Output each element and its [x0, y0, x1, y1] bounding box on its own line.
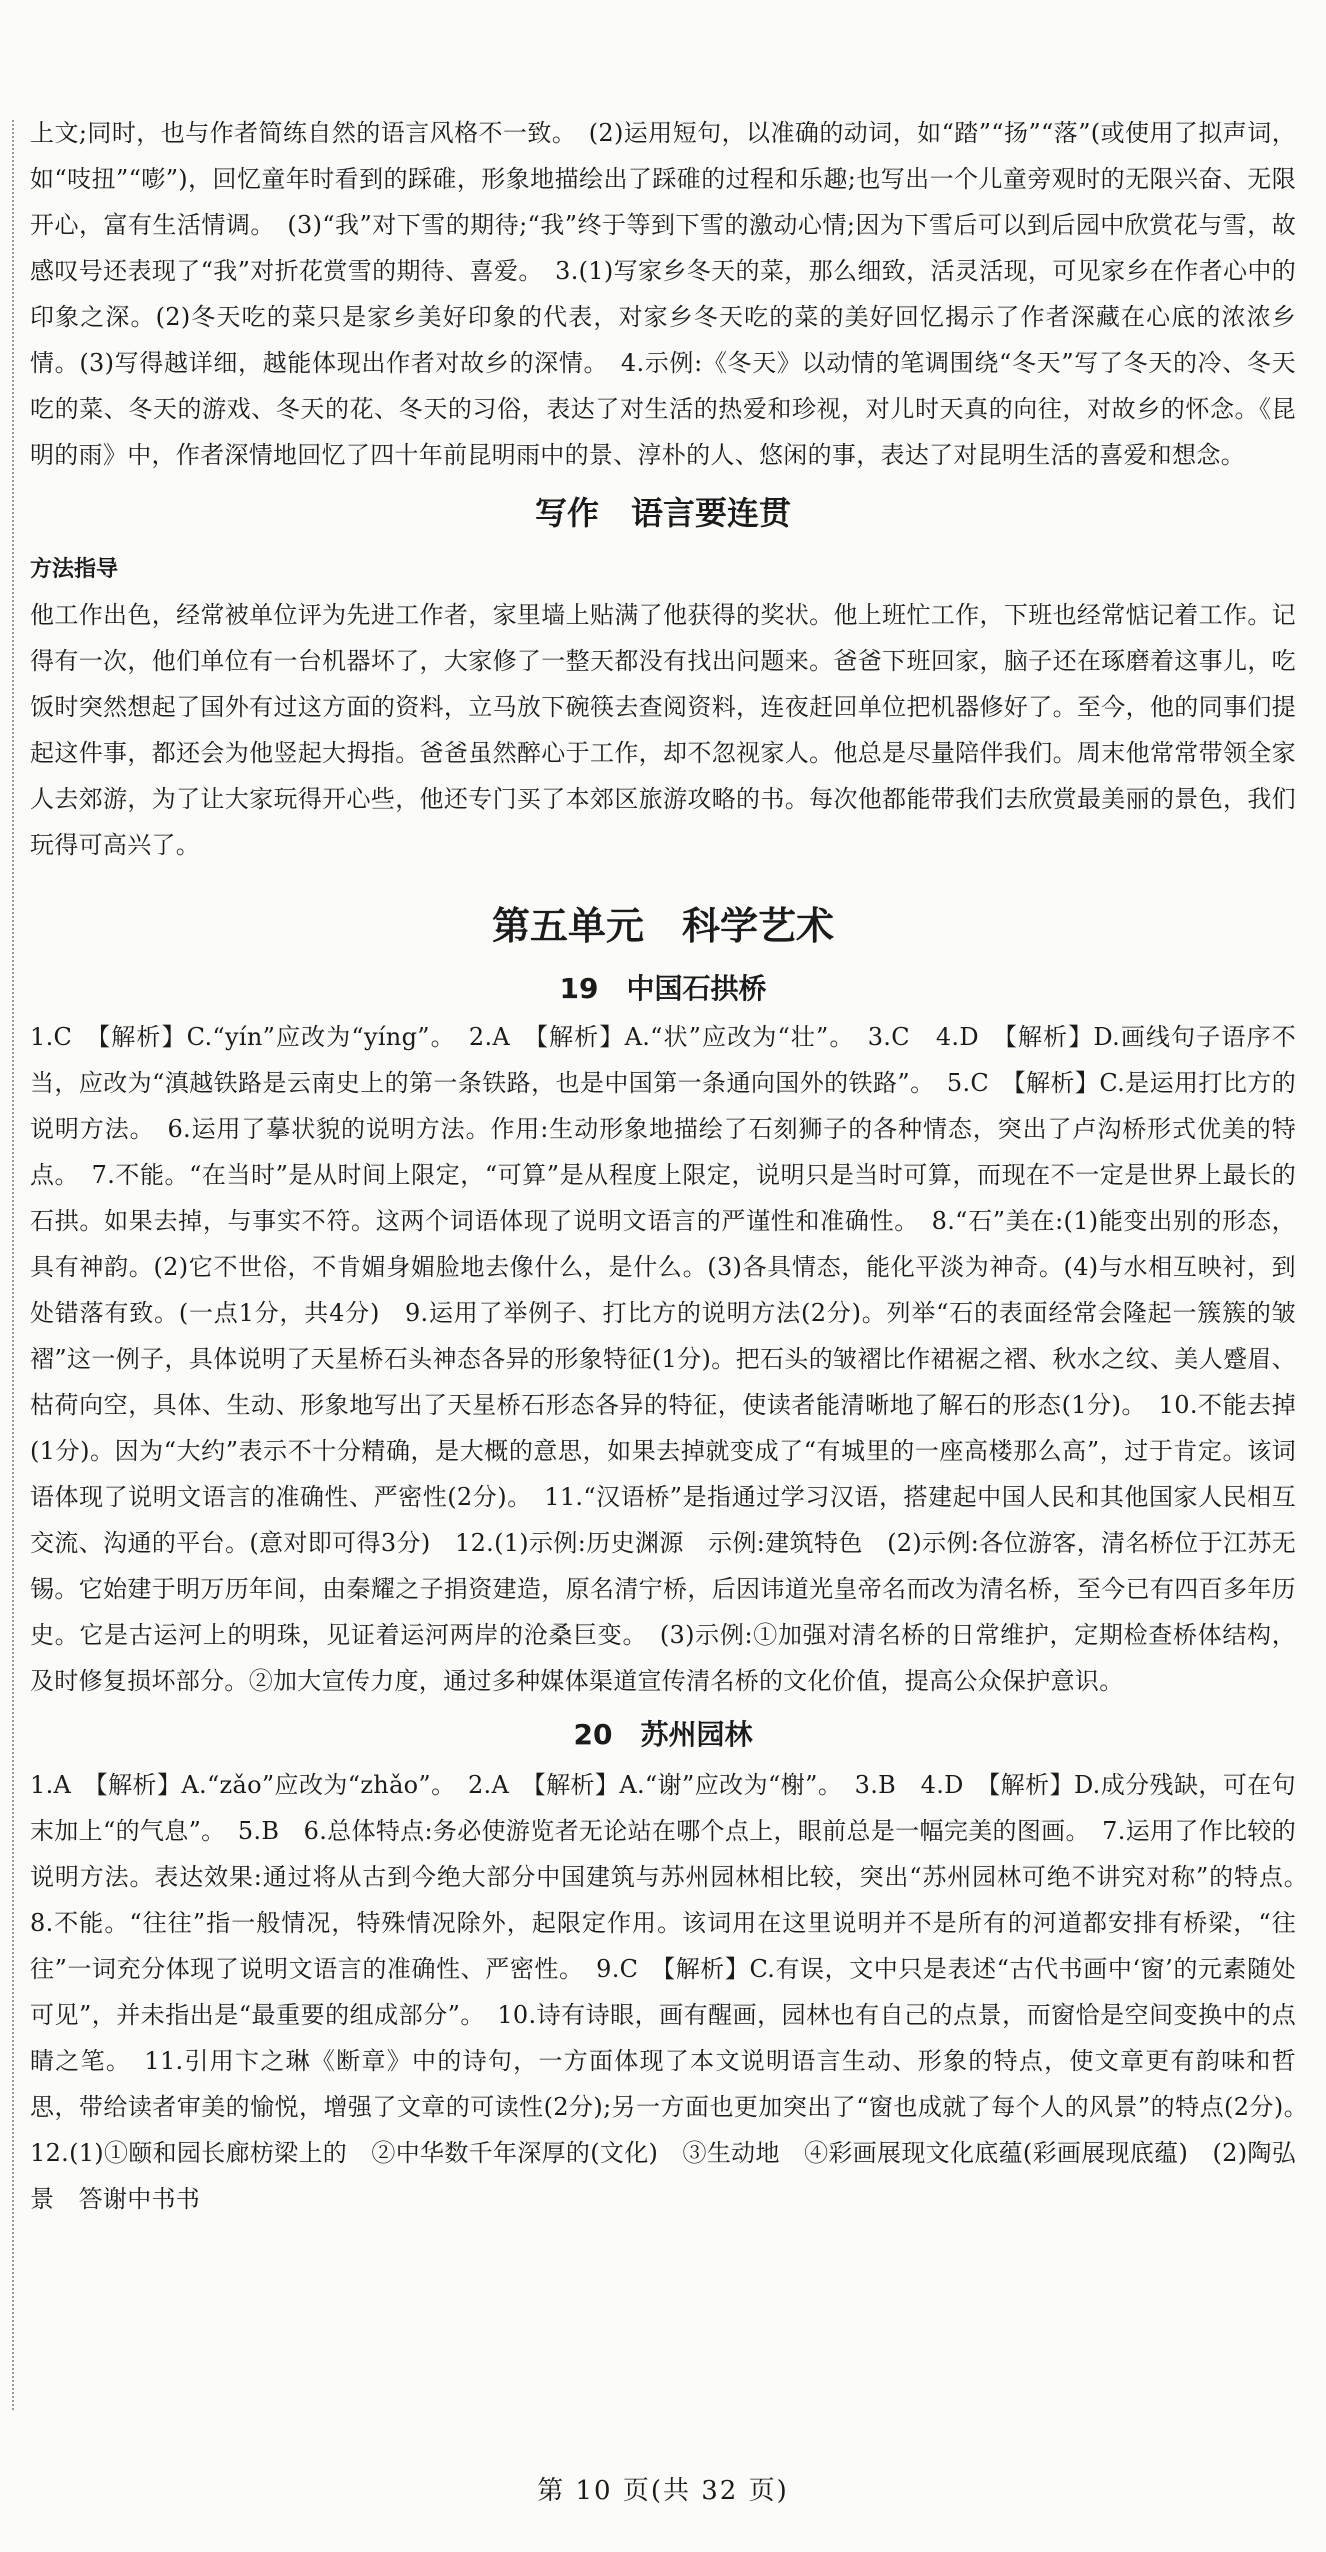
- lesson-20-title: 20 苏州园林: [573, 1718, 753, 1751]
- intro-answer-text: 上文;同时，也与作者简练自然的语言风格不一致。 (2)运用短句，以准确的动词，如“踏”“扬”“落”(或使用了拟声词，如“吱扭”“嘭”)，回忆童年时看到的踩碓，形象地描绘出了踩碓的过程和乐趣;也写出一个儿童旁观时的无限兴奋、无限开心，富有生活情调。 (3)“我”对下雪的期待;“我”终于等到下雪的激动心情;因为下雪后可以到后园中欣赏花与雪，故感叹号还表现了“我”对折花赏雪的期待、喜爱。 3.(1)写家乡冬天的菜，那么细致，活灵活现，可见家乡在作者心中的印象之深。(2)冬天吃的菜只是家乡美好印象的代表，对家乡冬天吃的菜的美好回忆揭示了作者深藏在心底的浓浓乡情。(3)写得越详细，越能体现出作者对故乡的深情。 4.示例:《冬天》以动情的笔调围绕“冬天”写了冬天的冷、冬天吃的菜、冬天的游戏、冬天的花、冬天的习俗，表达了对生活的热爱和珍视，对儿时天真的向往，对故乡的怀念。《昆明的雨》中，作者深情地回忆了四十年前昆明雨中的景、淳朴的人、悠闲的事，表达了对昆明生活的喜爱和想念。: [30, 119, 1296, 469]
- method-guide-label: 方法指导: [30, 557, 119, 582]
- binding-margin-line: [12, 120, 14, 2410]
- lesson-19-answers: 1.C 【解析】C.“yín”应改为“yíng”。 2.A 【解析】A.“状”应改为“壮”。 3.C 4.D 【解析】D.画线句子语序不当，应改为“滇越铁路是云南史上的第一条铁路，也是中国第一条通向国外的铁路”。 5.C 【解析】C.是运用打比方的说明方法。 6.运用了摹状貌的说明方法。作用:生动形象地描绘了石刻狮子的各种情态，突出了卢沟桥形式优美的特点。 7.不能。“在当时”是从时间上限定，“可算”是从程度上限定，说明只是当时可算，而现在不一定是世界上最长的石拱。如果去掉，与事实不符。这两个词语体现了说明文语言的严谨性和准确性。 8.“石”美在:(1)能变出别的形态，具有神韵。(2)它不世俗，不肯媚身媚脸地去像什么，是什么。(3)各具情态，能化平淡为神奇。(4)与水相互映衬，到处错落有致。(一点1分，共4分) 9.运用了举例子、打比方的说明方法(2分)。列举“石的表面经常会隆起一簇簇的皱褶”这一例子，具体说明了天星桥石头神态各异的形象特征(1分)。把石头的皱褶比作裙裾之褶、秋水之纹、美人蹙眉、枯荷向空，具体、生动、形象地写出了天星桥石形态各异的特征，使读者能清晰地了解石的形态(1分)。 10.不能去掉(1分)。因为“大约”表示不十分精确，是大概的意思，如果去掉就变成了“有城里的一座高楼那么高”，过于肯定。该词语体现了说明文语言的准确性、严密性(2分)。 11.“汉语桥”是指通过学习汉语，搭建起中国人民和其他国家人民相互交流、沟通的平台。(意对即可得3分) 12.(1)示例:历史渊源 示例:建筑特色 (2)示例:各位游客，清名桥位于江苏无锡。它始建于明万历年间，由秦耀之子捐资建造，原名清宁桥，后因讳道光皇帝名而改为清名桥，至今已有四百多年历史。它是古运河上的明珠，见证着运河两岸的沧桑巨变。 (3)示例:①加强对清名桥的日常维护，定期检查桥体结构，及时修复损坏部分。②加大宣传力度，通过多种媒体渠道宣传清名桥的文化价值，提高公众保护意识。: [30, 1023, 1296, 1695]
- unit-title: 第五单元 科学艺术: [491, 904, 834, 948]
- lesson-19-title: 19 中国石拱桥: [559, 972, 767, 1005]
- writing-sample-text: 他工作出色，经常被单位评为先进工作者，家里墙上贴满了他获得的奖状。他上班忙工作，下班也经常惦记着工作。记得有一次，他们单位有一台机器坏了，大家修了一整天都没有找出问题来。爸爸下班回家，脑子还在琢磨着这事儿，吃饭时突然想起了国外有过这方面的资料，立马放下碗筷去查阅资料，连夜赶回单位把机器修好了。至今，他的同事们提起这件事，都还会为他竖起大拇指。爸爸虽然醉心于工作，却不忽视家人。他总是尽量陪伴我们。周末他常常带领全家人去郊游，为了让大家玩得开心些，他还专门买了本郊区旅游攻略的书。每次他都能带我们去欣赏最美丽的景色，我们玩得可高兴了。: [30, 601, 1296, 859]
- lesson-20-answers: 1.A 【解析】A.“zǎo”应改为“zhǎo”。 2.A 【解析】A.“谢”应改为“榭”。 3.B 4.D 【解析】D.成分残缺，可在句末加上“的气息”。 5.B 6.总体特点:务必使游览者无论站在哪个点上，眼前总是一幅完美的图画。 7.运用了作比较的说明方法。表达效果:通过将从古到今绝大部分中国建筑与苏州园林相比较，突出“苏州园林可绝不讲究对称”的特点。 8.不能。“往往”指一般情况，特殊情况除外，起限定作用。该词用在这里说明并不是所有的河道都安排有桥梁，“往往”一词充分体现了说明文语言的准确性、严密性。 9.C 【解析】C.有误，文中只是表述“古代书画中‘窗’的元素随处可见”，并未指出是“最重要的组成部分”。 10.诗有诗眼，画有醒画，园林也有自己的点景，而窗恰是空间变换中的点睛之笔。 11.引用卞之琳《断章》中的诗句，一方面体现了本文说明语言生动、形象的特点，使文章更有韵味和哲思，带给读者审美的愉悦，增强了文章的可读性(2分);另一方面也更加突出了“窗也成就了每个人的风景”的特点(2分)。 12.(1)①颐和园长廊枋梁上的 ②中华数千年深厚的(文化) ③生动地 ④彩画展现文化底蕴(彩画展现底蕴) (2)陶弘景 答谢中书书: [30, 1771, 1321, 2213]
- page-number-footer: 第 10 页(共 32 页): [537, 2476, 789, 2506]
- page-content: [30, 110, 1321, 2222]
- writing-section-title: 写作 语言要连贯: [534, 494, 791, 532]
